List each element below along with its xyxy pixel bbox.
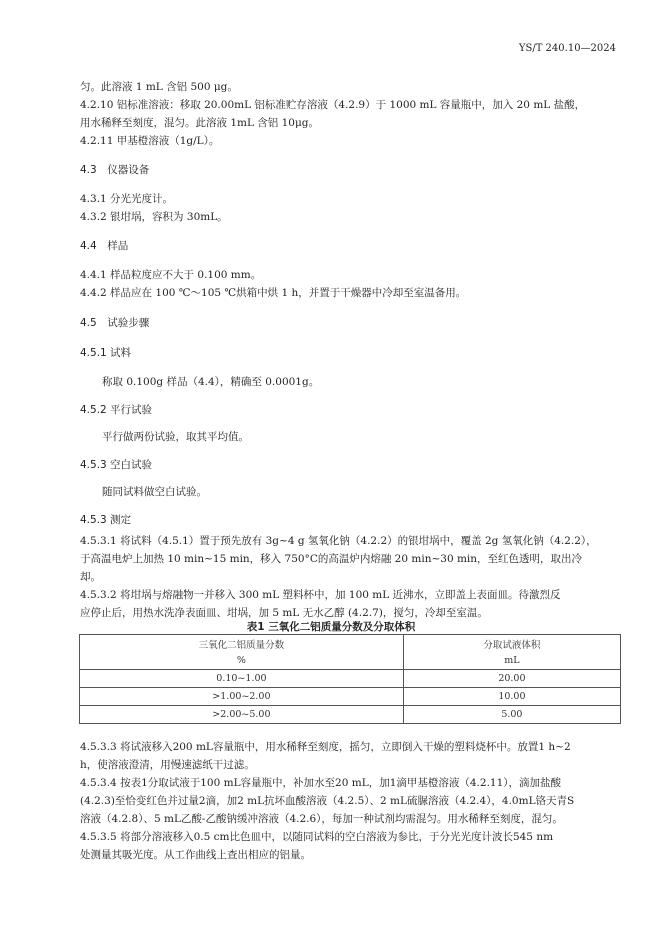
paragraph-line: 4.2.11 甲基橙溶液（1g/L）。 — [80, 135, 220, 147]
section-heading: 4.3 仪器设备 — [80, 164, 150, 176]
paragraph-line: 匀。此溶液 1 mL 含铝 500 μg。 — [80, 81, 238, 93]
paragraph-line: 4.4.2 样品应在 100 ℃～105 ℃烘箱中烘 1 h，并置于干燥器中冷却至室温备用。 — [80, 287, 467, 299]
subsection-heading: 4.5.1 试料 — [80, 347, 132, 359]
document-code: YS/T 240.10—2024 — [518, 43, 616, 54]
section-heading: 4.5 试验步骤 — [80, 317, 150, 329]
paragraph-line: 随同试料做空白试验。 — [102, 486, 207, 498]
table-row — [80, 706, 621, 724]
paragraph-line: 处测量其吸光度。从工作曲线上查出相应的铝量。 — [80, 849, 311, 861]
table-row — [80, 670, 621, 688]
table-cell: >2.00~5.00 — [80, 706, 404, 724]
table-row — [80, 688, 621, 706]
table-cell: >1.00~2.00 — [80, 688, 404, 706]
paragraph-line: 4.3.1 分光光度计。 — [80, 193, 174, 205]
header-cell: 三氧化二铝质量分数 — [80, 635, 404, 653]
paragraph-line: 4.3.2 银坩埚，容积为 30mL。 — [80, 211, 228, 223]
header-unit-cell: mL — [403, 652, 620, 670]
paragraph-line: (4.2.3)至恰变红色并过量2滴，加2 mL抗坏血酸溶液（4.2.5）、2 mL硫脲溶液（4.2.4），4.0mL铬天青S — [80, 795, 575, 807]
table-header-row — [80, 635, 621, 653]
subsection-heading: 4.5.2 平行试验 — [80, 404, 153, 416]
table-title: 表1 三氧化二铝质量分数及分取体积 — [246, 621, 416, 633]
table-cell: 5.00 — [403, 706, 620, 724]
paragraph-line: 4.5.3.2 将坩埚与熔融物一并移入 300 mL 塑料杯中，加 100 mL 近沸水，立即盖上表面皿。待激烈反 — [80, 589, 561, 601]
paragraph-line: 4.2.10 铝标准溶液：移取 20.00mL 铝标准贮存溶液（4.2.9）于 1000 mL 容量瓶中，加入 20 mL 盐酸， — [80, 99, 586, 111]
paragraph-line: 称取 0.100g 样品（4.4），精确至 0.0001g。 — [102, 376, 320, 388]
paragraph-line: 4.4.1 样品粒度应不大于 0.100 mm。 — [80, 269, 262, 281]
table-cell: 20.00 — [403, 670, 620, 688]
paragraph-line: 4.5.3.1 将试料（4.5.1）置于预先放有 3g~4 g 氢氧化钠（4.2.2）的银坩埚中，覆盖 2g 氢氧化钠（4.2.2）， — [80, 535, 597, 547]
paragraph-line: 却。 — [80, 571, 101, 583]
header-unit-cell: % — [80, 652, 404, 670]
header-cell: 分取试液体积 — [403, 635, 620, 653]
section-heading: 4.4 样品 — [80, 240, 129, 252]
table-cell: 0.10~1.00 — [80, 670, 404, 688]
table-header-row — [80, 652, 621, 670]
paragraph-line: h，使溶液澄清，用慢速滤纸干过滤。 — [80, 759, 255, 771]
table-cell: 10.00 — [403, 688, 620, 706]
subsection-heading: 4.5.3 空白试验 — [80, 459, 153, 471]
data-table — [79, 634, 621, 724]
paragraph-line: 4.5.3.5 将部分溶液移入0.5 cm比色皿中，以随同试料的空白溶液为参比，于分光光度计波长545 nm — [80, 831, 554, 843]
paragraph-line: 4.5.3.4 按表1分取试液于100 mL容量瓶中，补加水至20 mL，加1滴甲基橙溶液（4.2.11），滴加盐酸 — [80, 777, 562, 789]
paragraph-line: 用水稀释至刻度，混匀。此溶液 1mL 含铝 10μg。 — [80, 117, 320, 129]
paragraph-line: 平行做两份试验，取其平均值。 — [102, 431, 249, 443]
paragraph-line: 应停止后，用热水洗净表面皿、坩埚，加 5 mL 无水乙醇 (4.2.7)，搅匀，冷却至室温。 — [80, 607, 488, 619]
paragraph-line: 溶液（4.2.8）、5 mL乙酸-乙酸钠缓冲溶液（4.2.6），每加一种试剂均需混匀。用水稀释至刻度，混匀。 — [80, 813, 563, 825]
paragraph-line: 于高温电炉上加热 10 min~15 min，移入 750°C的高温炉内熔融 20 min~30 min，至红色透明，取出冷 — [80, 553, 583, 565]
subsection-heading: 4.5.3 测定 — [80, 514, 132, 526]
paragraph-line: 4.5.3.3 将试液移入200 mL容量瓶中，用水稀释至刻度，摇匀，立即倒入干燥的塑料烧杯中。放置1 h~2 — [80, 741, 571, 753]
